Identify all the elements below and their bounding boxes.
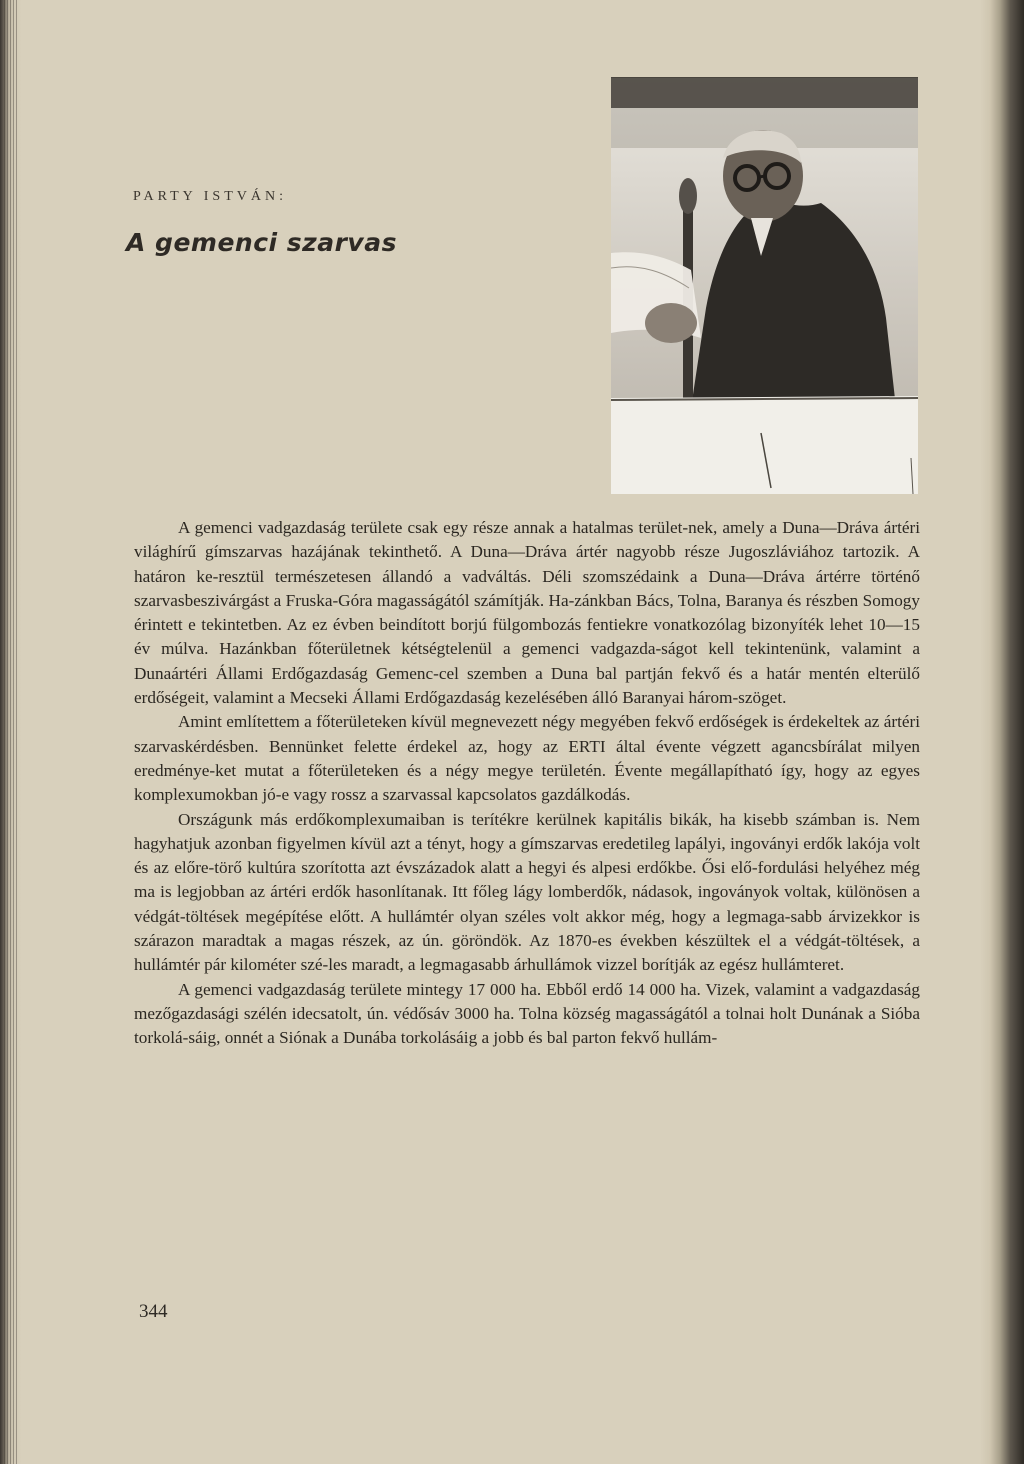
spine-binding-lines: [4, 0, 18, 1464]
body-paragraph-3: Országunk más erdőkomplexumaiban is terítékre kerülnek kapitális bikák, ha kisebb számban is. Nem hagyhatjuk azonban figyelmen kívül azt a tényt, hogy a gímszarvas eredetileg lapályi, ingoványi erdők lakója volt és az előre-törő kultúra szorította azt évszázadok alatt a hegyi és alpesi erdőkbe. Ősi elő-fordulási helyéhez még ma is legjobban az ártéri erdők hasonlítanak. Itt főleg lágy lomberdők, nádasok, ingoványok voltak, különösen a védgát-töltések megépítése előtt. A hullámtér olyan széles volt akkor még, hogy a legmaga-sabb árvizekkor is szárazon maradtak a magas részek, az ún. göröndök. Az 1870-es években készültek el a védgát-töltések, a hullámtér pár kilométer szé-les maradt, a legmagasabb árhullámok vizzel borítják az egész hullámteret.: [134, 809, 920, 975]
body-paragraph-4: A gemenci vadgazdaság területe mintegy 17 000 ha. Ebből erdő 14 000 ha. Vizek, valamint a vadgazdaság mezőgazdasági szélén idecsatolt, ún. védősáv 3000 ha. Tolna község magasságától a tolnai holt Dunának a Sióba torkolá-sáig, onnét a Siónak a Dunába torkolásáig a jobb és bal parton fekvő hullám-: [134, 979, 920, 1048]
body-paragraph-1: A gemenci vadgazdaság területe csak egy része annak a hatalmas terület-nek, amely a Duna—Dráva ártéri világhírű gímszarvas hazájának tekinthető. A Duna—Dráva ártér nagyobb része Jugoszláviához tartozik. A határon ke-resztül természetesen állandó a vadváltás. Déli szomszédaink a Duna—Dráva ártérre történő szarvasbeszivárgást a Fruska-Góra magasságától számítják. Ha-zánkban Bács, Tolna, Baranya és részben Somogy érintett e tekintetben. Az ez évben beindított borjú fülgombozás fentiekre vonatkozólag bizonyíték lehet 10—15 év múlva. Hazánkban főterületnek kétségtelenül a gemenci vadgazda-ságot kell tekintenünk, valamint a Dunaártéri Állami Erdőgazdaság Gemenc-cel szemben a Duna bal partján fekvő és a határ mentén elterülő erdőségeit, valamint a Mecseki Állami Erdőgazdaság kezelésében álló Baranyai három-szöget.: [134, 518, 920, 708]
article-title: A gemenci szarvas: [126, 228, 397, 257]
page-right-edge-shadow: [980, 0, 1024, 1464]
article-author: PARTY ISTVÁN:: [133, 189, 287, 204]
article-body: [134, 516, 920, 1051]
speaker-photo: [611, 77, 918, 494]
page-number: 344: [139, 1301, 168, 1322]
photo-speaker-at-microphone-icon: [611, 78, 918, 494]
body-paragraph-2: Amint említettem a főterületeken kívül megnevezett négy megyében fekvő erdőségek is érdekeltek az ártéri szarvaskérdésben. Bennünket felette érdekel az, hogy az ERTI által évente végzett agancsbírálat milyen eredménye-ket mutat a főterületeken és a négy megye területén. Évente megállapítható így, hogy az egyes komplexumokban jó-e vagy rossz a szarvassal kapcsolatos gazdálkodás.: [134, 712, 920, 805]
